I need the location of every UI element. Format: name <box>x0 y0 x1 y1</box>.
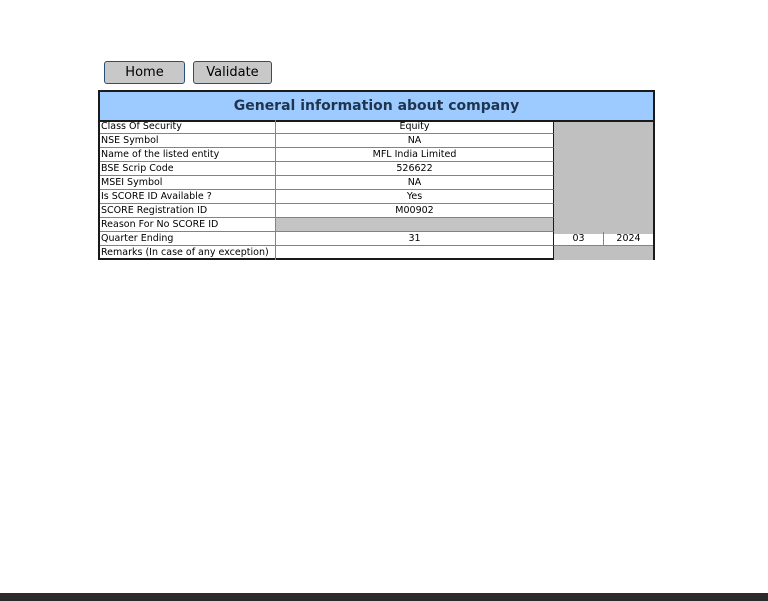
msei-symbol-field[interactable]: NA <box>276 176 554 190</box>
home-button[interactable]: Home <box>104 61 185 84</box>
class-of-security-field[interactable]: Equity <box>276 120 554 134</box>
row-label: Name of the listed entity <box>100 148 276 162</box>
row-label: BSE Scrip Code <box>100 162 276 176</box>
remarks-field[interactable] <box>276 246 554 260</box>
reason-no-score-id-field <box>276 218 554 232</box>
quarter-ending-month-field[interactable]: 03 <box>554 232 604 246</box>
general-info-table <box>98 90 655 260</box>
quarter-ending-day-field[interactable]: 31 <box>276 232 554 246</box>
row-reason-no-score-id <box>100 218 653 232</box>
row-quarter-ending <box>100 232 653 246</box>
row-label: MSEI Symbol <box>100 176 276 190</box>
row-remarks <box>100 246 653 260</box>
row-label: Class Of Security <box>100 120 276 134</box>
row-label: SCORE Registration ID <box>100 204 276 218</box>
quarter-ending-year-field[interactable]: 2024 <box>604 232 653 246</box>
row-score-registration-id <box>100 204 653 218</box>
nse-symbol-field[interactable]: NA <box>276 134 554 148</box>
table-title: General information about company <box>100 92 653 122</box>
row-listed-entity-name <box>100 148 653 162</box>
bottom-scroll-bar <box>0 593 768 601</box>
row-msei-symbol <box>100 176 653 190</box>
score-id-available-select[interactable]: Yes <box>276 190 554 204</box>
listed-entity-name-field[interactable]: MFL India Limited <box>276 148 554 162</box>
row-bse-scrip-code <box>100 162 653 176</box>
row-nse-symbol <box>100 134 653 148</box>
remarks-disabled-cell <box>554 246 653 260</box>
row-class-of-security <box>100 120 653 134</box>
score-registration-id-field[interactable]: M00902 <box>276 204 554 218</box>
row-label: Quarter Ending <box>100 232 276 246</box>
row-label: Reason For No SCORE ID <box>100 218 276 232</box>
validate-button[interactable]: Validate <box>193 61 272 84</box>
row-label: Is SCORE ID Available ? <box>100 190 276 204</box>
row-label: NSE Symbol <box>100 134 276 148</box>
bse-scrip-code-field[interactable]: 526622 <box>276 162 554 176</box>
row-label: Remarks (In case of any exception) <box>100 246 276 260</box>
row-score-id-available <box>100 190 653 204</box>
